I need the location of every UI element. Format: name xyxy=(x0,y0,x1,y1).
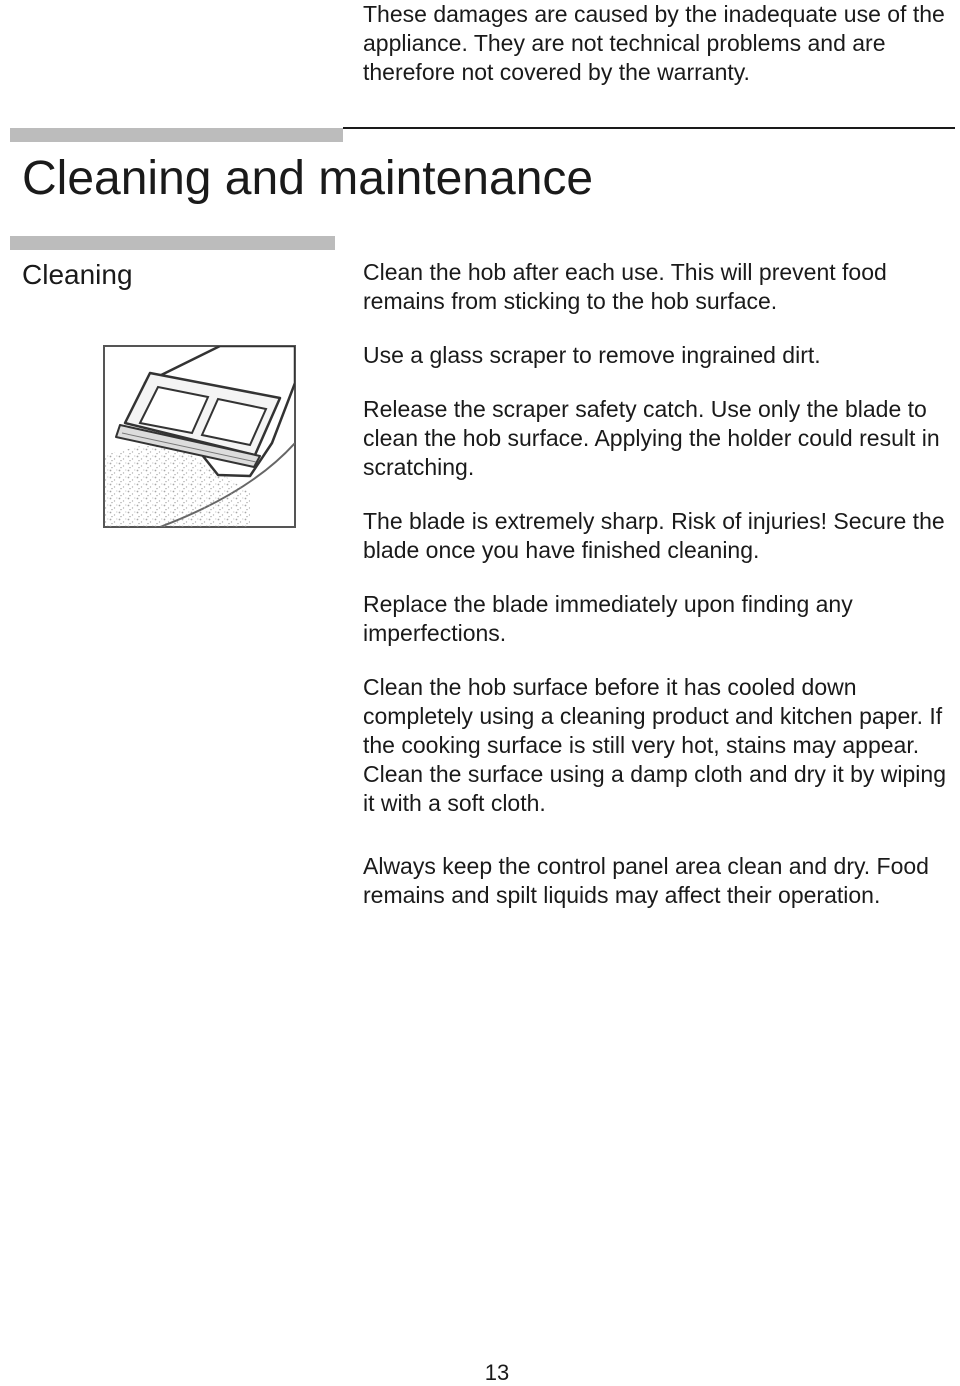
paragraph-use-scraper: Use a glass scraper to remove ingrained dirt. xyxy=(363,342,821,368)
paragraph-control-panel: Always keep the control panel area clean and dry. Food remains and spilt liquids may affect their operation. xyxy=(363,853,929,908)
paragraph-blade-warning: The blade is extremely sharp. Risk of injuries! Secure the blade once you have finished cleaning. xyxy=(363,508,945,563)
section-rule-bar xyxy=(10,128,343,142)
glass-scraper-illustration xyxy=(100,343,300,530)
intro-paragraph: These damages are caused by the inadequate use of the appliance. They are not technical problems and are therefore not covered by the warranty. xyxy=(363,1,945,85)
section-title: Cleaning and maintenance xyxy=(22,152,594,205)
paragraph-clean-before-cool: Clean the hob surface before it has cooled down completely using a cleaning product and kitchen paper. If the cooking surface is still very hot, stains may appear. Clean the surface using a damp cloth and dry it by wiping it with a soft cloth. xyxy=(363,674,946,816)
section-rule-line xyxy=(343,127,955,129)
page-number: 13 xyxy=(484,1360,510,1385)
paragraph-release-catch: Release the scraper safety catch. Use only the blade to clean the hob surface. Applying the holder could result in scratching. xyxy=(363,396,940,480)
cleaning-instructions xyxy=(363,258,953,935)
paragraph-replace-blade: Replace the blade immediately upon finding any imperfections. xyxy=(363,591,853,646)
subsection-title: Cleaning xyxy=(22,259,133,290)
subsection-rule-bar xyxy=(10,236,335,250)
paragraph-clean-after-use: Clean the hob after each use. This will prevent food remains from sticking to the hob surface. xyxy=(363,259,887,314)
